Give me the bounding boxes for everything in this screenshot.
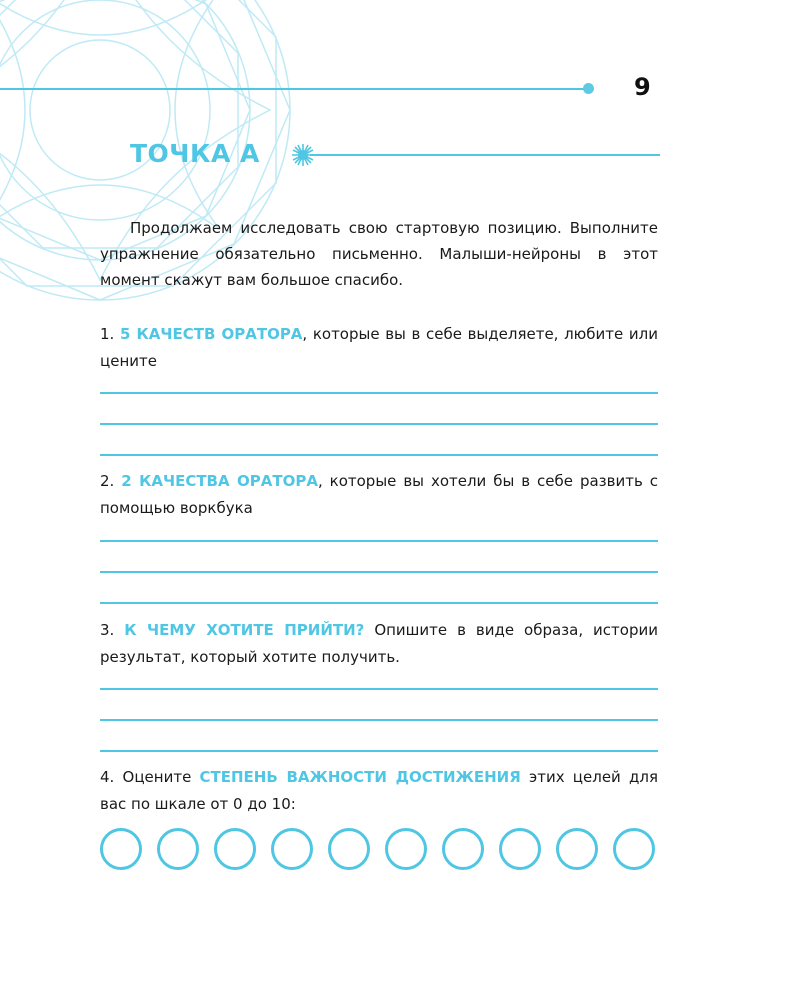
- question-2: [100, 468, 658, 522]
- intro-paragraph: Продолжаем исследовать свою стартовую позицию. Выполните упражнение обязательно письменно. Малыши-нейроны в этот момент скажут вам большое спасибо.: [100, 219, 658, 289]
- question-1: [100, 321, 658, 375]
- answer-line[interactable]: [100, 540, 658, 542]
- rating-circle[interactable]: [499, 828, 541, 870]
- rating-circle[interactable]: [385, 828, 427, 870]
- question-number: 3.: [100, 621, 115, 639]
- page-number: 9: [634, 73, 651, 101]
- question-highlight: 2 КАЧЕСТВА ОРАТОРА: [121, 472, 318, 490]
- title-rule: [310, 154, 660, 156]
- rating-circle[interactable]: [157, 828, 199, 870]
- answer-line[interactable]: [100, 602, 658, 604]
- rating-circle[interactable]: [271, 828, 313, 870]
- question-number: 1.: [100, 325, 115, 343]
- question-text: , которые вы хотели бы в себе развить с помощью воркбука: [100, 472, 658, 517]
- answer-line[interactable]: [100, 392, 658, 394]
- question-number: 4.: [100, 768, 115, 786]
- question-prefix: Оцените: [122, 768, 200, 786]
- rating-circle[interactable]: [328, 828, 370, 870]
- question-number: 2.: [100, 472, 115, 490]
- answer-line[interactable]: [100, 719, 658, 721]
- answer-line[interactable]: [100, 571, 658, 573]
- question-text: этих целей для вас по шкале от 0 до 10:: [100, 768, 658, 813]
- question-text: Опишите в виде образа, истории результат, который хотите получить.: [100, 621, 658, 666]
- rating-circle[interactable]: [100, 828, 142, 870]
- question-highlight: К ЧЕМУ ХОТИТЕ ПРИЙТИ?: [124, 621, 365, 639]
- question-text: , которые вы в себе выделяете, любите или цените: [100, 325, 658, 370]
- question-4: [100, 764, 658, 818]
- page-title: ТОЧКА А: [130, 139, 260, 168]
- header-dot: [583, 83, 594, 94]
- rating-scale: [100, 828, 658, 868]
- answer-line[interactable]: [100, 688, 658, 690]
- rating-circle[interactable]: [442, 828, 484, 870]
- answer-line[interactable]: [100, 454, 658, 456]
- question-highlight: 5 КАЧЕСТВ ОРАТОРА: [119, 325, 303, 343]
- answer-line[interactable]: [100, 423, 658, 425]
- question-3: [100, 617, 658, 671]
- rating-circle[interactable]: [214, 828, 256, 870]
- rating-circle[interactable]: [556, 828, 598, 870]
- question-highlight: СТЕПЕНЬ ВАЖНОСТИ ДОСТИЖЕНИЯ: [199, 768, 521, 786]
- answer-line[interactable]: [100, 750, 658, 752]
- header-rule: [0, 88, 586, 90]
- rating-circle[interactable]: [613, 828, 655, 870]
